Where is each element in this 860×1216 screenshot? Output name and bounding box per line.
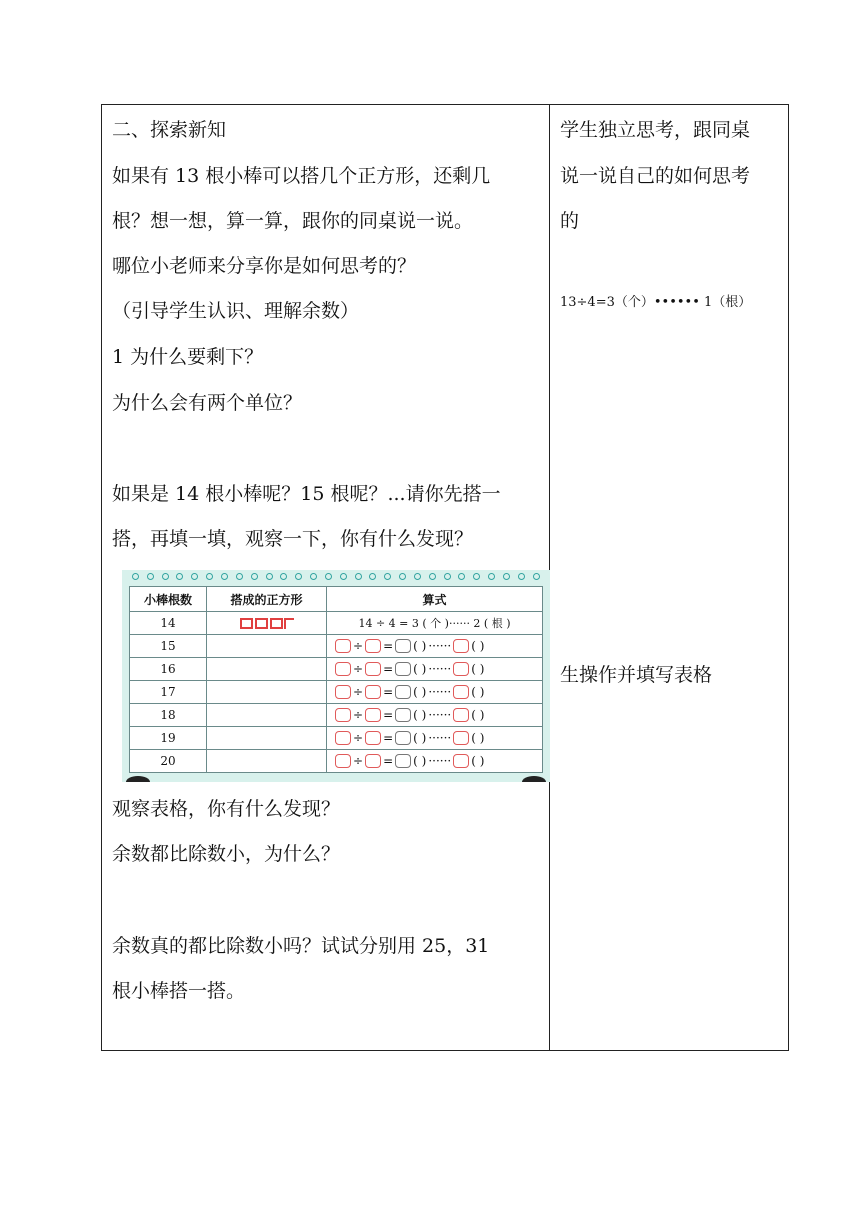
question-line: 观察表格，你有什么发现？ [112, 798, 341, 820]
stick-count-cell: 20 [130, 750, 207, 773]
student-note: 生操作并填写表格 [560, 664, 713, 686]
formula-blank[interactable]: ÷ = ( ) ······ ( ) [327, 750, 543, 773]
question-line: 为什么会有两个单位？ [112, 392, 303, 414]
table-row [130, 727, 543, 750]
partial-square-icon [284, 618, 294, 629]
corner-decoration [126, 776, 150, 782]
squares-blank[interactable] [207, 727, 327, 750]
section-heading: 二、探索新知 [112, 119, 227, 141]
question-line: 哪位小老师来分享你是如何思考的？ [112, 255, 417, 277]
formula-blank[interactable]: ÷ = ( ) ······ ( ) [327, 727, 543, 750]
stick-count-cell: 15 [130, 635, 207, 658]
squares-blank[interactable] [207, 635, 327, 658]
formula-blank[interactable]: ÷ = ( ) ······ ( ) [327, 658, 543, 681]
student-note: 学生独立思考，跟同桌 [560, 119, 751, 141]
notebook-rings [122, 573, 550, 583]
table-row [130, 658, 543, 681]
header-formula: 算式 [327, 587, 543, 612]
squares-blank[interactable] [207, 704, 327, 727]
table-row [130, 635, 543, 658]
lesson-table [101, 104, 789, 1051]
formula-blank[interactable]: ÷ = ( ) ······ ( ) [327, 704, 543, 727]
formula-blank[interactable]: ÷ = ( ) ······ ( ) [327, 681, 543, 704]
question-line: 如果有 13 根小棒可以搭几个正方形，还剩几 [112, 165, 491, 187]
formula-blank[interactable]: ÷ = ( ) ······ ( ) [327, 635, 543, 658]
stick-count-cell: 18 [130, 704, 207, 727]
square-icon [240, 618, 253, 629]
question-line: 如果是 14 根小棒呢？15 根呢？...请你先搭一 [112, 483, 501, 505]
stick-count-cell: 16 [130, 658, 207, 681]
stick-count-cell: 14 [130, 612, 207, 635]
division-equation: 13÷4=3（个）•••••• 1（根） [560, 295, 752, 310]
table-row [130, 704, 543, 727]
header-stick-count: 小棒根数 [130, 587, 207, 612]
question-line: 余数都比除数小，为什么？ [112, 843, 341, 865]
square-icon [255, 618, 268, 629]
header-squares: 搭成的正方形 [207, 587, 327, 612]
worksheet-image [122, 570, 550, 782]
question-line: 1 为什么要剩下？ [112, 346, 264, 368]
table-row [130, 681, 543, 704]
worksheet-table [129, 586, 543, 773]
corner-decoration [522, 776, 546, 782]
question-line: 根？想一想，算一算，跟你的同桌说一说。 [112, 210, 474, 232]
student-note: 的 [560, 210, 580, 232]
question-line: 搭，再填一填，观察一下，你有什么发现？ [112, 528, 474, 550]
stick-count-cell: 17 [130, 681, 207, 704]
student-note: 说一说自己的如何思考 [560, 165, 751, 187]
squares-drawing [207, 612, 327, 635]
guidance-note: （引导学生认识、理解余数） [112, 300, 360, 322]
squares-blank[interactable] [207, 681, 327, 704]
formula-cell: 14 ÷ 4 = 3 ( 个 )······ 2 ( 根 ) [327, 612, 543, 635]
table-row [130, 612, 543, 635]
question-line: 根小棒搭一搭。 [112, 980, 246, 1002]
question-line: 余数真的都比除数小吗？试试分别用 25，31 [112, 935, 490, 957]
squares-blank[interactable] [207, 658, 327, 681]
squares-blank[interactable] [207, 750, 327, 773]
stick-count-cell: 19 [130, 727, 207, 750]
square-icon [270, 618, 283, 629]
table-row [130, 750, 543, 773]
